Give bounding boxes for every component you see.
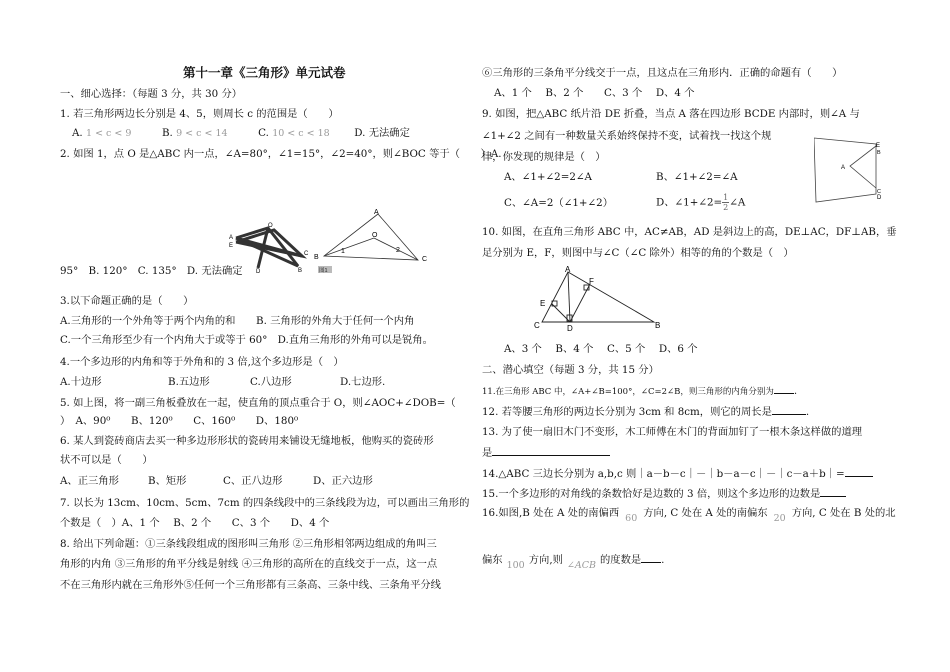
fig0-label-e: E xyxy=(229,243,234,249)
q9-options-row1 xyxy=(504,170,738,184)
q16-angle-100: 100 xyxy=(506,560,525,571)
q1-option-d[interactable]: D. 无法确定 xyxy=(354,127,410,139)
fig1-caption: 图1 xyxy=(319,268,328,274)
q13-answer-blank[interactable] xyxy=(492,445,610,456)
section-1-heading: 一、细心选择：（每题 3 分，共 30 分） xyxy=(60,88,243,100)
q4-option-a[interactable]: A.十边形 xyxy=(60,376,102,388)
q6-option-a[interactable]: A、正三角形 xyxy=(60,475,119,487)
fraction-one-half: $\frac{1}{2}$ xyxy=(723,193,729,212)
q8-stem-line1: 8. 给出下列命题：①三条线段组成的图形叫三角形 ②三角形相邻两边组成的角叫三 xyxy=(60,538,437,550)
fig1-label-o: O xyxy=(372,232,378,239)
q3-stem: 3.以下命题正确的是（ ） xyxy=(60,295,194,307)
q15-answer-blank[interactable] xyxy=(820,486,846,497)
q12-answer-blank[interactable] xyxy=(772,404,806,415)
q5-stem-line1: 5. 如上图，将一副三角板叠放在一起，使直角的顶点重合于 O，则∠AOC+∠DOB=（ xyxy=(60,397,456,409)
q9-option-d[interactable]: D、∠1+∠2= $\frac{1}{2}$ ∠A xyxy=(656,193,746,212)
q6-option-b[interactable]: B、矩形 xyxy=(148,475,187,487)
q1-option-a[interactable]: A. 1 < c < 9 xyxy=(72,127,132,139)
fig0-label-a: A xyxy=(229,235,234,241)
q16-text-f: 的度数是 xyxy=(599,554,642,566)
fig10-label-b: B xyxy=(655,321,661,330)
fig10-label-a: A xyxy=(565,266,571,274)
q9-stem-line1: 9. 如图，把△ABC 纸片沿 DE 折叠，当点 A 落在四边形 BCDE 内部时，则∠A 与 xyxy=(482,108,860,120)
fig10-label-f: F xyxy=(589,277,594,286)
q4-option-b[interactable]: B.五边形 xyxy=(168,376,210,388)
fig9-label-d: D xyxy=(877,195,882,201)
q6-options xyxy=(60,474,373,488)
fig9-label-b: B xyxy=(877,150,881,156)
q16-text-c: 方向, C 处在 B 处的北 xyxy=(791,507,896,519)
fig9-label-c: C xyxy=(877,189,881,195)
fig9-label-e: E xyxy=(876,143,881,149)
q13-stem-line2: 是 xyxy=(482,447,493,459)
q4-option-d[interactable]: D.七边形. xyxy=(340,376,386,388)
q12-line: 12. 若等腰三角形的两边长分别为 3cm 和 8cm，则它的周长是 . xyxy=(482,406,810,418)
q4-stem: 4.一个多边形的内角和等于外角和的 3 倍,这个多边形是（ ） xyxy=(60,356,344,368)
fig1-label-b: B xyxy=(314,254,319,261)
q9-stem-line2: ∠1+∠2 之间有一种数量关系始终保持不变，试着找一找这个规 xyxy=(482,130,772,142)
q16-text-b: 方向, C 处在 A 处的南偏东 xyxy=(643,507,768,519)
q9-stem-line3: 律，你发现的规律是（ ） xyxy=(482,151,606,163)
q4-option-c[interactable]: C.八边形 xyxy=(250,376,292,388)
q16-answer-blank[interactable] xyxy=(641,552,661,563)
fig0-label-o: O xyxy=(268,223,273,229)
q15-stem: 15.一个多边形的对角线的条数恰好是边数的 3 倍，则这个多边形的边数是 xyxy=(482,488,821,500)
q6-stem-line2: 状不可以是（ ） xyxy=(60,454,153,466)
q16-angle-60: 60 xyxy=(625,513,638,524)
q9-option-c[interactable]: C、∠A=2（∠1+∠2） xyxy=(504,196,613,209)
q1-option-c[interactable]: C. 10 < c < 18 xyxy=(258,127,330,139)
q8-stem-line3: 不在三角形内就在三角形外⑤任何一个三角形都有三条高、三条中线、三条角平分线 xyxy=(60,579,441,591)
q2-figure-1 xyxy=(314,206,440,276)
q8-options: A、1 个 B、2 个 C、3 个 D、4 个 xyxy=(494,87,695,99)
q13-stem-line1: 13. 为了使一扇旧木门不变形，木工师傅在木门的背面加钉了一根木条这样做的道理 xyxy=(482,426,863,438)
page-title: 第十一章《三角形》单元试卷 xyxy=(183,65,346,80)
q11-stem: 11.在三角形 ABC 中，∠A+∠B=100°，∠C=2∠B，则三角形的内角分别为 xyxy=(482,387,774,397)
q15-line xyxy=(482,486,846,501)
q9-option-b[interactable]: B、∠1+∠2=∠A xyxy=(656,171,738,183)
fig1-label-c: C xyxy=(422,256,428,263)
q2-stem: 2. 如图 1，点 O 是△ABC 内一点，∠A=80°，∠1=15°，∠2=40°，则∠BOC 等于（ ）A. xyxy=(60,148,502,160)
q14-stem: 14.△ABC 三边长分别为 a,b,c 则｜a－b－c｜－｜b－a－c｜－｜c－a＋b｜= xyxy=(482,468,845,480)
q5-stem-line2: ） A、90⁰ B、120⁰ C、160⁰ D、180⁰ xyxy=(60,415,299,427)
q1-option-b[interactable]: B. 9 < c < 14 xyxy=(161,127,228,139)
q14-line xyxy=(482,466,873,481)
fig1-label-2: 2 xyxy=(396,247,400,254)
fig9-label-a: A xyxy=(841,165,846,171)
fig0-label-b: B xyxy=(298,268,303,274)
q10-figure xyxy=(534,266,664,332)
q6-option-c[interactable]: C、正八边形 xyxy=(223,475,283,487)
q6-stem-line1: 6. 某人到瓷砖商店去买一种多边形形状的瓷砖用来铺设无缝地板，他购买的瓷砖形 xyxy=(60,435,434,447)
q3-options-line2: C.一个三角形至少有一个内角大于或等于 60° D.直角三角形的外角可以是锐角。 xyxy=(60,334,433,346)
q7-stem-line1: 7. 以长为 13cm、10cm、5cm、7cm 的四条线段中的三条线段为边，可以画出三角形的 xyxy=(60,497,470,509)
q16-text-e: 方向,则 xyxy=(528,554,563,566)
fig10-label-c: C xyxy=(534,321,540,330)
q6-option-d[interactable]: D、正六边形 xyxy=(313,475,373,487)
q16-text-a: 16.如图,B 处在 A 处的南偏西 xyxy=(482,507,620,519)
q3-options-line1: A.三角形的一个外角等于两个内角的和 B. 三角形的外角大于任何一个内角 xyxy=(60,315,415,327)
q14-answer-blank[interactable] xyxy=(845,466,873,477)
q11-answer-blank[interactable] xyxy=(774,383,794,394)
q4-options xyxy=(60,375,385,389)
q16-angle-acb: ∠ACB xyxy=(566,560,596,571)
q16-line1 xyxy=(482,506,896,524)
q10-stem-line1: 10. 如图，在直角三角形 ABC 中，AC≠AB，AD 是斜边上的高，DE⊥AC，DF⊥AB，垂 xyxy=(482,226,897,238)
q9-options-row2 xyxy=(504,193,745,212)
section-2-heading: 二、潜心填空（每题 3 分，共 15 分） xyxy=(482,364,659,376)
q7-stem-line2: 个数是（ ）A、1 个 B、2 个 C、3 个 D、4 个 xyxy=(60,517,330,529)
q12-stem: 12. 若等腰三角形的两边长分别为 3cm 和 8cm，则它的周长是 xyxy=(482,406,772,418)
q1-options xyxy=(72,126,410,141)
q2-options: 95° B. 120° C. 135° D. 无法确定 xyxy=(60,265,243,277)
q16-angle-20: 20 xyxy=(773,513,786,524)
fig1-label-1: 1 xyxy=(341,248,345,255)
fig0-label-c: C xyxy=(304,251,309,257)
q9-figure xyxy=(814,136,890,206)
q13-line2 xyxy=(482,445,610,460)
q8-stem-line4: ⑥三角形的三条角平分线交于一点，且这点在三角形内．正确的命题有（ ） xyxy=(482,67,843,79)
q16-text-d: 偏东 xyxy=(482,554,503,566)
q10-stem-line2: 足分别为 E，F，则图中与∠C（∠C 除外）相等的角的个数是（ ） xyxy=(482,247,794,259)
fig0-label-d: D xyxy=(256,269,261,274)
q9-option-a[interactable]: A、∠1+∠2=2∠A xyxy=(504,171,592,183)
q11-line: 11.在三角形 ABC 中，∠A+∠B=100°，∠C=2∠B，则三角形的内角分别为 . xyxy=(482,385,798,397)
q1-stem: 1. 若三角形两边长分别是 4、5，则周长 c 的范围是（ ） xyxy=(60,108,339,120)
q10-options: A、3 个 B、4 个 C、5 个 D、6 个 xyxy=(504,343,698,355)
q8-stem-line2: 角形的内角 ③三角形的角平分线是射线 ④三角形的高所在的直线交于一点，这一点 xyxy=(60,558,438,570)
fig10-label-d: D xyxy=(567,324,573,332)
fig10-label-e: E xyxy=(540,299,546,308)
q16-line2: 偏东 100 方向,则 ∠ACB 的度数是 . xyxy=(482,554,665,571)
fig1-label-a: A xyxy=(374,209,379,216)
